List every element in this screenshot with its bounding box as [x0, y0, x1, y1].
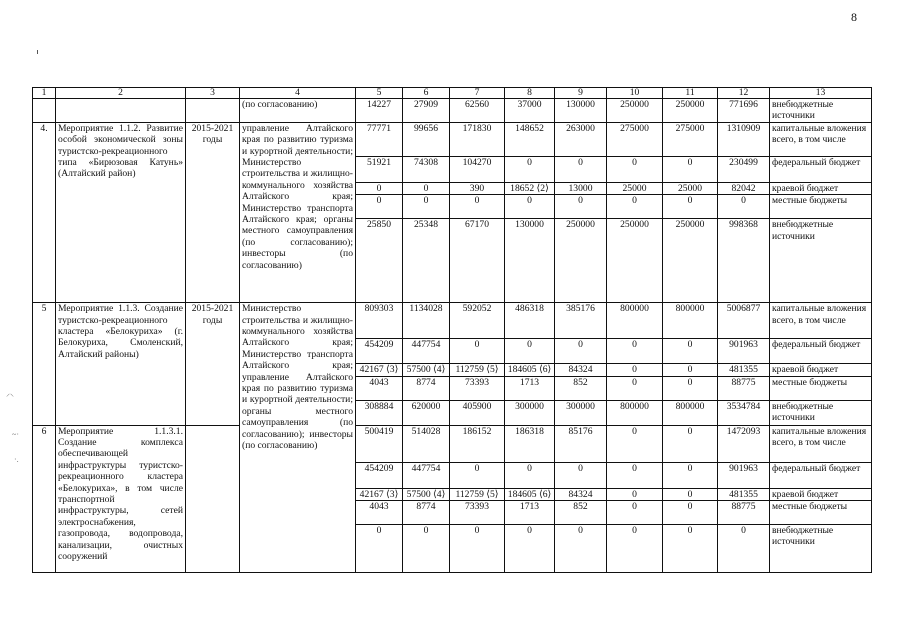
- funding-source: внебюджетные источники: [770, 400, 872, 425]
- value-cell: 0: [607, 339, 663, 364]
- table-row: [33, 99, 872, 123]
- value-cell: 73393: [450, 376, 505, 400]
- value-cell: 88775: [718, 501, 770, 525]
- value-cell: 112759 ⟨5⟩: [450, 364, 505, 376]
- value-cell: 0: [663, 488, 718, 500]
- measure-name: Мероприятие 1.1.3.1. Создание комплекса обеспечивающей инфраструктуры туристско-рекреационного кластера «Белокуриха», в том числе транспортной инфраструктуры, сетей электроснабжения, газопровода, водопровода, канализации, очистных сооружений: [56, 425, 186, 572]
- value-cell: 0: [356, 195, 403, 219]
- value-cell: 0: [663, 425, 718, 462]
- row-number: 5: [33, 303, 56, 425]
- value-cell: 0: [555, 195, 607, 219]
- column-header: 9: [555, 88, 607, 99]
- funding-source: федеральный бюджет: [770, 462, 872, 488]
- period: [186, 425, 240, 572]
- scan-artifact: ·.: [14, 455, 19, 464]
- value-cell: 447754: [403, 462, 450, 488]
- value-cell: 0: [663, 156, 718, 182]
- value-cell: 800000: [607, 400, 663, 425]
- table-row: [33, 122, 872, 156]
- row-number: [33, 99, 56, 123]
- responsible: (по согласованию): [240, 99, 356, 123]
- value-cell: 4043: [356, 376, 403, 400]
- value-cell: 0: [555, 462, 607, 488]
- value-cell: 0: [607, 525, 663, 573]
- measure-name: Мероприятие 1.1.3. Создание туристско-рекреационного кластера «Белокуриха» (г. Белокуриха, Смоленский, Алтайский районы): [56, 303, 186, 425]
- value-cell: 0: [607, 364, 663, 376]
- scan-artifact: ~·: [12, 430, 19, 439]
- value-cell: 481355: [718, 364, 770, 376]
- value-cell: 0: [663, 501, 718, 525]
- value-cell: 0: [403, 195, 450, 219]
- value-cell: 0: [450, 339, 505, 364]
- value-cell: 0: [607, 156, 663, 182]
- value-cell: 275000: [663, 122, 718, 156]
- funding-source: федеральный бюджет: [770, 156, 872, 182]
- value-cell: 447754: [403, 339, 450, 364]
- period: 2015-2021 годы: [186, 122, 240, 302]
- column-header: 8: [505, 88, 555, 99]
- value-cell: 99656: [403, 122, 450, 156]
- value-cell: 0: [663, 339, 718, 364]
- scan-artifact: [37, 50, 38, 54]
- value-cell: 0: [450, 525, 505, 573]
- value-cell: 3534784: [718, 400, 770, 425]
- value-cell: 275000: [607, 122, 663, 156]
- column-header: 5: [356, 88, 403, 99]
- value-cell: 27909: [403, 99, 450, 123]
- funding-source: краевой бюджет: [770, 182, 872, 194]
- value-cell: 0: [555, 156, 607, 182]
- value-cell: 0: [663, 195, 718, 219]
- value-cell: 1713: [505, 376, 555, 400]
- value-cell: 852: [555, 376, 607, 400]
- column-header: 13: [770, 88, 872, 99]
- value-cell: 0: [663, 462, 718, 488]
- value-cell: 390: [450, 182, 505, 194]
- value-cell: 592052: [450, 303, 505, 339]
- value-cell: 5006877: [718, 303, 770, 339]
- value-cell: 130000: [555, 99, 607, 123]
- value-cell: 809303: [356, 303, 403, 339]
- header-row: [33, 88, 872, 99]
- value-cell: 84324: [555, 488, 607, 500]
- funding-source: внебюджетные источники: [770, 99, 872, 123]
- value-cell: 620000: [403, 400, 450, 425]
- value-cell: 852: [555, 501, 607, 525]
- value-cell: 82042: [718, 182, 770, 194]
- value-cell: 84324: [555, 364, 607, 376]
- value-cell: 73393: [450, 501, 505, 525]
- value-cell: 0: [607, 488, 663, 500]
- value-cell: 250000: [555, 219, 607, 303]
- value-cell: 186318: [505, 425, 555, 462]
- value-cell: 4043: [356, 501, 403, 525]
- value-cell: 0: [555, 525, 607, 573]
- funding-source: внебюджетные источники: [770, 219, 872, 303]
- value-cell: 62560: [450, 99, 505, 123]
- column-header: 12: [718, 88, 770, 99]
- value-cell: 800000: [607, 303, 663, 339]
- value-cell: 0: [607, 195, 663, 219]
- value-cell: 0: [505, 525, 555, 573]
- row-number: 4.: [33, 122, 56, 302]
- value-cell: 454209: [356, 462, 403, 488]
- funding-source: внебюджетные источники: [770, 525, 872, 573]
- value-cell: 13000: [555, 182, 607, 194]
- value-cell: 0: [505, 339, 555, 364]
- value-cell: 300000: [555, 400, 607, 425]
- value-cell: 454209: [356, 339, 403, 364]
- value-cell: 74308: [403, 156, 450, 182]
- funding-source: краевой бюджет: [770, 364, 872, 376]
- value-cell: 405900: [450, 400, 505, 425]
- value-cell: 67170: [450, 219, 505, 303]
- value-cell: 0: [607, 425, 663, 462]
- value-cell: 0: [607, 501, 663, 525]
- value-cell: 308884: [356, 400, 403, 425]
- value-cell: 0: [718, 525, 770, 573]
- value-cell: 112759 ⟨5⟩: [450, 488, 505, 500]
- value-cell: 0: [356, 182, 403, 194]
- value-cell: 0: [450, 462, 505, 488]
- period: 2015-2021 годы: [186, 303, 240, 425]
- value-cell: 0: [450, 195, 505, 219]
- value-cell: 130000: [505, 219, 555, 303]
- value-cell: 1713: [505, 501, 555, 525]
- value-cell: 771696: [718, 99, 770, 123]
- value-cell: 0: [718, 195, 770, 219]
- value-cell: 37000: [505, 99, 555, 123]
- value-cell: 0: [403, 182, 450, 194]
- funding-source: краевой бюджет: [770, 488, 872, 500]
- responsible: Министерство строительства и жилищно-коммунального хозяйства Алтайского края; Министерство транспорта Алтайского края; управление Алтайского края по развитию туризма и курортной деятельности; органы местного самоуправления (по согласованию); инвесторы (по согласованию): [240, 303, 356, 573]
- column-header: 1: [33, 88, 56, 99]
- value-cell: 0: [403, 525, 450, 573]
- value-cell: 901963: [718, 339, 770, 364]
- column-header: 11: [663, 88, 718, 99]
- value-cell: 0: [607, 376, 663, 400]
- value-cell: 230499: [718, 156, 770, 182]
- value-cell: 0: [663, 376, 718, 400]
- value-cell: 88775: [718, 376, 770, 400]
- value-cell: 42167 ⟨3⟩: [356, 364, 403, 376]
- column-header: 2: [56, 88, 186, 99]
- value-cell: 104270: [450, 156, 505, 182]
- value-cell: 0: [356, 525, 403, 573]
- value-cell: 263000: [555, 122, 607, 156]
- value-cell: 171830: [450, 122, 505, 156]
- value-cell: 250000: [663, 99, 718, 123]
- value-cell: 57500 ⟨4⟩: [403, 488, 450, 500]
- value-cell: 25000: [663, 182, 718, 194]
- funding-source: местные бюджеты: [770, 376, 872, 400]
- value-cell: 1472093: [718, 425, 770, 462]
- column-header: 3: [186, 88, 240, 99]
- value-cell: 998368: [718, 219, 770, 303]
- value-cell: 0: [505, 156, 555, 182]
- value-cell: 250000: [607, 99, 663, 123]
- value-cell: 0: [505, 195, 555, 219]
- value-cell: 800000: [663, 303, 718, 339]
- funding-source: капитальные вложения всего, в том числе: [770, 303, 872, 339]
- value-cell: 514028: [403, 425, 450, 462]
- column-header: 7: [450, 88, 505, 99]
- measure-name: Мероприятие 1.1.2. Развитие особой экономической зоны туристско-рекреационного типа «Бирюзовая Катунь» (Алтайский район): [56, 122, 186, 302]
- period: [186, 99, 240, 123]
- funding-source: местные бюджеты: [770, 195, 872, 219]
- value-cell: 486318: [505, 303, 555, 339]
- value-cell: 85176: [555, 425, 607, 462]
- scan-artifact: ⸝⸜: [6, 389, 14, 398]
- value-cell: 0: [663, 525, 718, 573]
- value-cell: 77771: [356, 122, 403, 156]
- value-cell: 148652: [505, 122, 555, 156]
- table-row: [33, 303, 872, 339]
- value-cell: 51921: [356, 156, 403, 182]
- value-cell: 1310909: [718, 122, 770, 156]
- value-cell: 0: [505, 462, 555, 488]
- value-cell: 18652 ⟨2⟩: [505, 182, 555, 194]
- value-cell: 42167 ⟨3⟩: [356, 488, 403, 500]
- value-cell: 1134028: [403, 303, 450, 339]
- value-cell: 800000: [663, 400, 718, 425]
- column-header: 4: [240, 88, 356, 99]
- program-table: [32, 87, 872, 573]
- value-cell: 25850: [356, 219, 403, 303]
- value-cell: 300000: [505, 400, 555, 425]
- value-cell: 8774: [403, 501, 450, 525]
- value-cell: 25348: [403, 219, 450, 303]
- funding-source: местные бюджеты: [770, 501, 872, 525]
- value-cell: 186152: [450, 425, 505, 462]
- funding-source: федеральный бюджет: [770, 339, 872, 364]
- value-cell: 14227: [356, 99, 403, 123]
- value-cell: 250000: [663, 219, 718, 303]
- value-cell: 0: [663, 364, 718, 376]
- row-number: 6: [33, 425, 56, 572]
- value-cell: 184605 ⟨6⟩: [505, 488, 555, 500]
- value-cell: 0: [555, 339, 607, 364]
- value-cell: 8774: [403, 376, 450, 400]
- value-cell: 481355: [718, 488, 770, 500]
- value-cell: 25000: [607, 182, 663, 194]
- table-row: [33, 425, 872, 462]
- value-cell: 385176: [555, 303, 607, 339]
- value-cell: 500419: [356, 425, 403, 462]
- value-cell: 0: [607, 462, 663, 488]
- value-cell: 57500 ⟨4⟩: [403, 364, 450, 376]
- funding-source: капитальные вложения всего, в том числе: [770, 122, 872, 156]
- value-cell: 184605 ⟨6⟩: [505, 364, 555, 376]
- responsible: управление Алтайского края по развитию туризма и курортной деятельности; Министерство строительства и жилищно-коммунального хозяйства Алтайского края; Министерство транспорта Алтайского края; органы местного самоуправления (по согласованию); инвесторы (по согласованию): [240, 122, 356, 302]
- column-header: 6: [403, 88, 450, 99]
- value-cell: 250000: [607, 219, 663, 303]
- measure-name: [56, 99, 186, 123]
- column-header: 10: [607, 88, 663, 99]
- page-number: 8: [851, 10, 857, 24]
- funding-source: капитальные вложения всего, в том числе: [770, 425, 872, 462]
- value-cell: 901963: [718, 462, 770, 488]
